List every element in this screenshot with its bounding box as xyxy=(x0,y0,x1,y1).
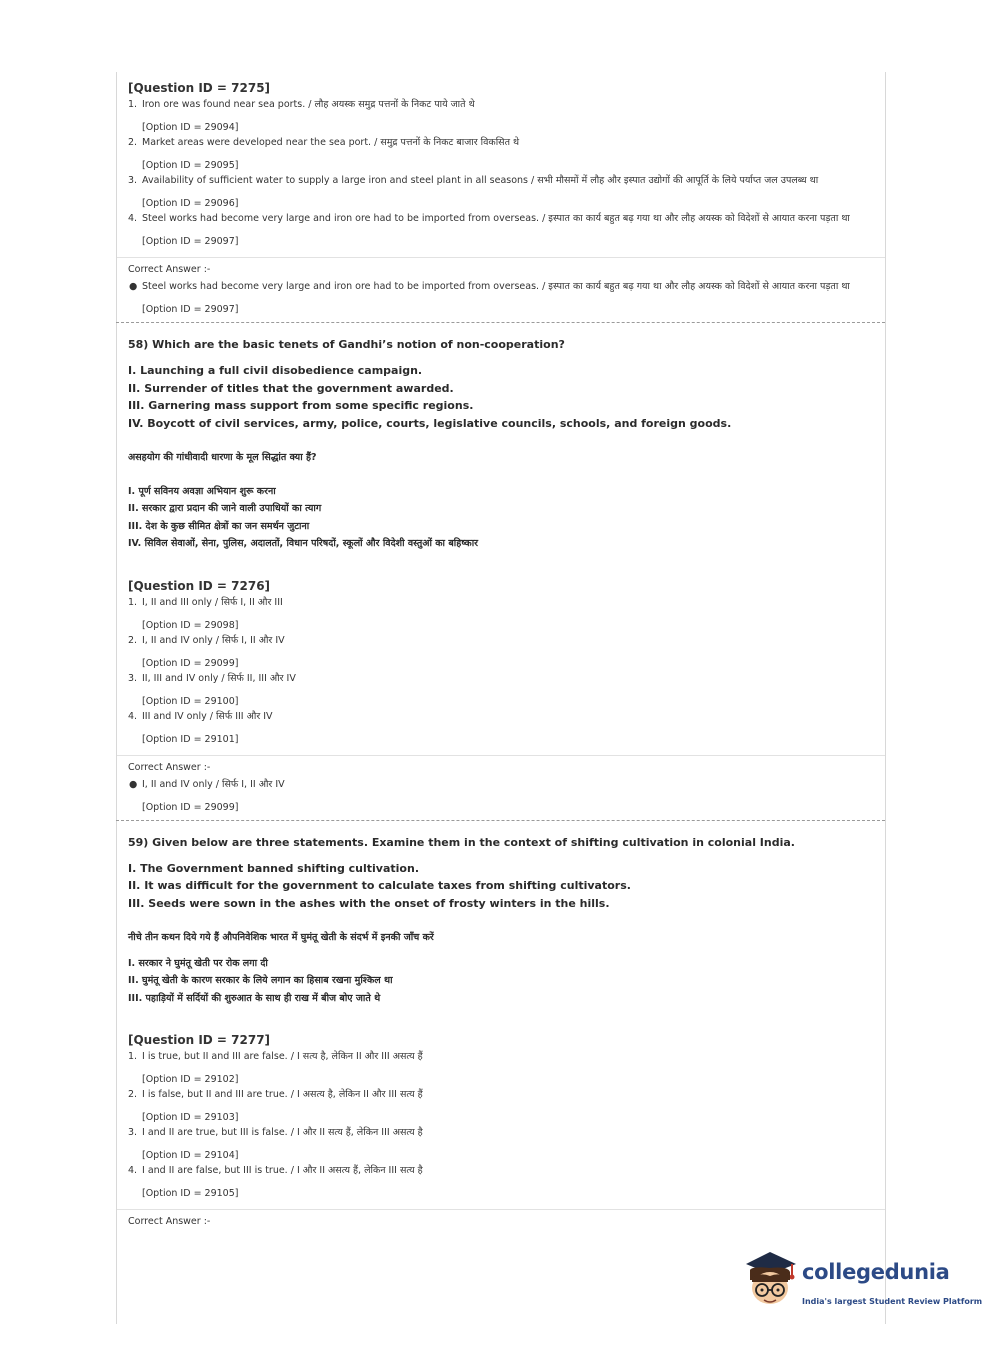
divider xyxy=(117,257,885,258)
option-4: 4. III and IV only / सिर्फ III और IV xyxy=(128,710,273,722)
statement: I. पूर्ण सविनय अवज्ञा अभियान शुरू करना xyxy=(128,485,276,497)
question-title: 58) Which are the basic tenets of Gandhi’s notion of non-cooperation? xyxy=(128,338,565,351)
brand-name: collegedunia xyxy=(802,1260,950,1284)
statements-en xyxy=(128,860,873,913)
option-id: [Option ID = 29102] xyxy=(142,1074,239,1085)
option-id: [Option ID = 29100] xyxy=(142,695,239,707)
option-id: [Option ID = 29105] xyxy=(142,1188,239,1199)
exam-page xyxy=(116,72,886,1324)
correct-option-id: [Option ID = 29097] xyxy=(142,304,239,315)
statement: II. घुमंतू खेती के कारण सरकार के लिये लगान का हिसाब रखना मुश्किल था xyxy=(128,975,393,986)
statement: III. देश के कुछ सीमित क्षेत्रों का जन समर्थन जुटाना xyxy=(128,520,310,532)
option-id: [Option ID = 29101] xyxy=(142,733,239,745)
option-id: [Option ID = 29096] xyxy=(142,198,239,209)
divider xyxy=(117,755,885,756)
option-4: 4. Steel works had become very large and iron ore had to be imported from overseas. / इस्पात का कार्य बहुत बढ़ गया था और लौह अयस्क को विदेशों से आयात करना पड़ता था xyxy=(128,213,850,224)
option-id: [Option ID = 29097] xyxy=(142,236,239,247)
correct-answer-label: Correct Answer :- xyxy=(128,264,211,275)
question-57 xyxy=(128,81,873,323)
statement: III. Garnering mass support from some specific regions. xyxy=(128,399,474,412)
statement: I. सरकार ने घुमंतू खेती पर रोक लगा दी xyxy=(128,957,268,969)
question-title-hindi: नीचे तीन कथन दिये गये हैं औपनिवेशिक भारत में घुमंतू खेती के संदर्भ में इनकी जाँच करें xyxy=(128,932,434,943)
option-2: 2. Market areas were developed near the sea port. / समुद्र पत्तनों के निकट बाजार विकसित थे xyxy=(128,137,520,148)
option-1: 1. I, II and III only / सिर्फ I, II और III xyxy=(128,596,283,608)
question-separator xyxy=(116,820,885,821)
question-id: [Question ID = 7275] xyxy=(128,81,271,95)
option-2: 2. I is false, but II and III are true. / I असत्य है, लेकिन II और III सत्य हैं xyxy=(128,1089,423,1100)
statement: II. Surrender of titles that the government awarded. xyxy=(128,381,454,395)
question-59 xyxy=(128,835,873,1229)
correct-answer-label: Correct Answer :- xyxy=(128,761,211,773)
question-id: [Question ID = 7277] xyxy=(128,1033,271,1047)
option-id: [Option ID = 29094] xyxy=(142,122,239,133)
question-separator xyxy=(116,322,885,323)
option-3: 3. II, III and IV only / सिर्फ II, III और IV xyxy=(128,672,296,684)
option-1: 1. I is true, but II and III are false. / I सत्य है, लेकिन II और III असत्य हैं xyxy=(128,1051,423,1062)
question-title: 59) Given below are three statements. Examine them in the context of shifting cultivation in colonial India. xyxy=(128,835,795,849)
option-id: [Option ID = 29104] xyxy=(142,1150,239,1161)
correct-answer: ● Steel works had become very large and iron ore had to be imported from overseas. / इस्पात का कार्य बहुत बढ़ गया था और लौह अयस्क को विदेशों से आयात करना पड़ता था xyxy=(129,281,850,292)
correct-answer-label: Correct Answer :- xyxy=(128,1216,211,1227)
option-4: 4. I and II are false, but III is true. / I और II असत्य हैं, लेकिन III सत्य है xyxy=(128,1165,423,1176)
question-title-hindi: असहयोग की गांधीवादी धारणा के मूल सिद्धांत क्या हैं? xyxy=(128,452,317,463)
statements-en xyxy=(128,362,873,432)
statement: IV. Boycott of civil services, army, police, courts, legislative councils, schools, and foreign goods. xyxy=(128,416,732,430)
collegedunia-logo[interactable] xyxy=(740,1250,983,1310)
option-3: 3. I and II are true, but III is false. / I और II सत्य हैं, लेकिन III असत्य है xyxy=(128,1127,423,1138)
brand-tagline: India's largest Student Review Platform xyxy=(802,1297,983,1306)
question-58 xyxy=(128,337,873,821)
statement: IV. सिविल सेवाओं, सेना, पुलिस, अदालतों, विधान परिषदों, स्कूलों और विदेशी वस्तुओं का बहिष्कार xyxy=(128,538,479,549)
mascot-icon xyxy=(740,1250,802,1312)
statement: III. Seeds were sown in the ashes with the onset of frosty winters in the hills. xyxy=(128,896,610,910)
statement: I. The Government banned shifting cultivation. xyxy=(128,861,420,875)
correct-option-id: [Option ID = 29099] xyxy=(142,801,239,813)
correct-answer: ● I, II and IV only / सिर्फ I, II और IV xyxy=(129,778,285,790)
option-3: 3. Availability of sufficient water to supply a large iron and steel plant in all seasons / सभी मौसमों में लौह और इस्पात उद्योगों की आपूर्ति के लिये पर्याप्त जल उपलब्ध था xyxy=(128,175,819,186)
statement: II. It was difficult for the government to calculate taxes from shifting cultivators. xyxy=(128,879,631,892)
statements-hi xyxy=(128,483,873,553)
option-id: [Option ID = 29099] xyxy=(142,657,239,669)
option-id: [Option ID = 29103] xyxy=(142,1112,239,1123)
option-id: [Option ID = 29095] xyxy=(142,160,239,171)
statement: III. पहाड़ियों में सर्दियों की शुरुआत के साथ ही राख में बीज बोए जाते थे xyxy=(128,992,381,1004)
statement: I. Launching a full civil disobedience campaign. xyxy=(128,364,423,377)
question-id: [Question ID = 7276] xyxy=(128,578,271,593)
option-1: 1. Iron ore was found near sea ports. / लौह अयस्क समुद्र पत्तनों के निकट पाये जाते थे xyxy=(128,99,475,110)
statements-hi xyxy=(128,955,873,1008)
option-2: 2. I, II and IV only / सिर्फ I, II और IV xyxy=(128,634,285,646)
divider xyxy=(117,1209,885,1210)
option-id: [Option ID = 29098] xyxy=(142,619,239,631)
statement: II. सरकार द्वारा प्रदान की जाने वाली उपाधियों का त्याग xyxy=(128,503,322,514)
